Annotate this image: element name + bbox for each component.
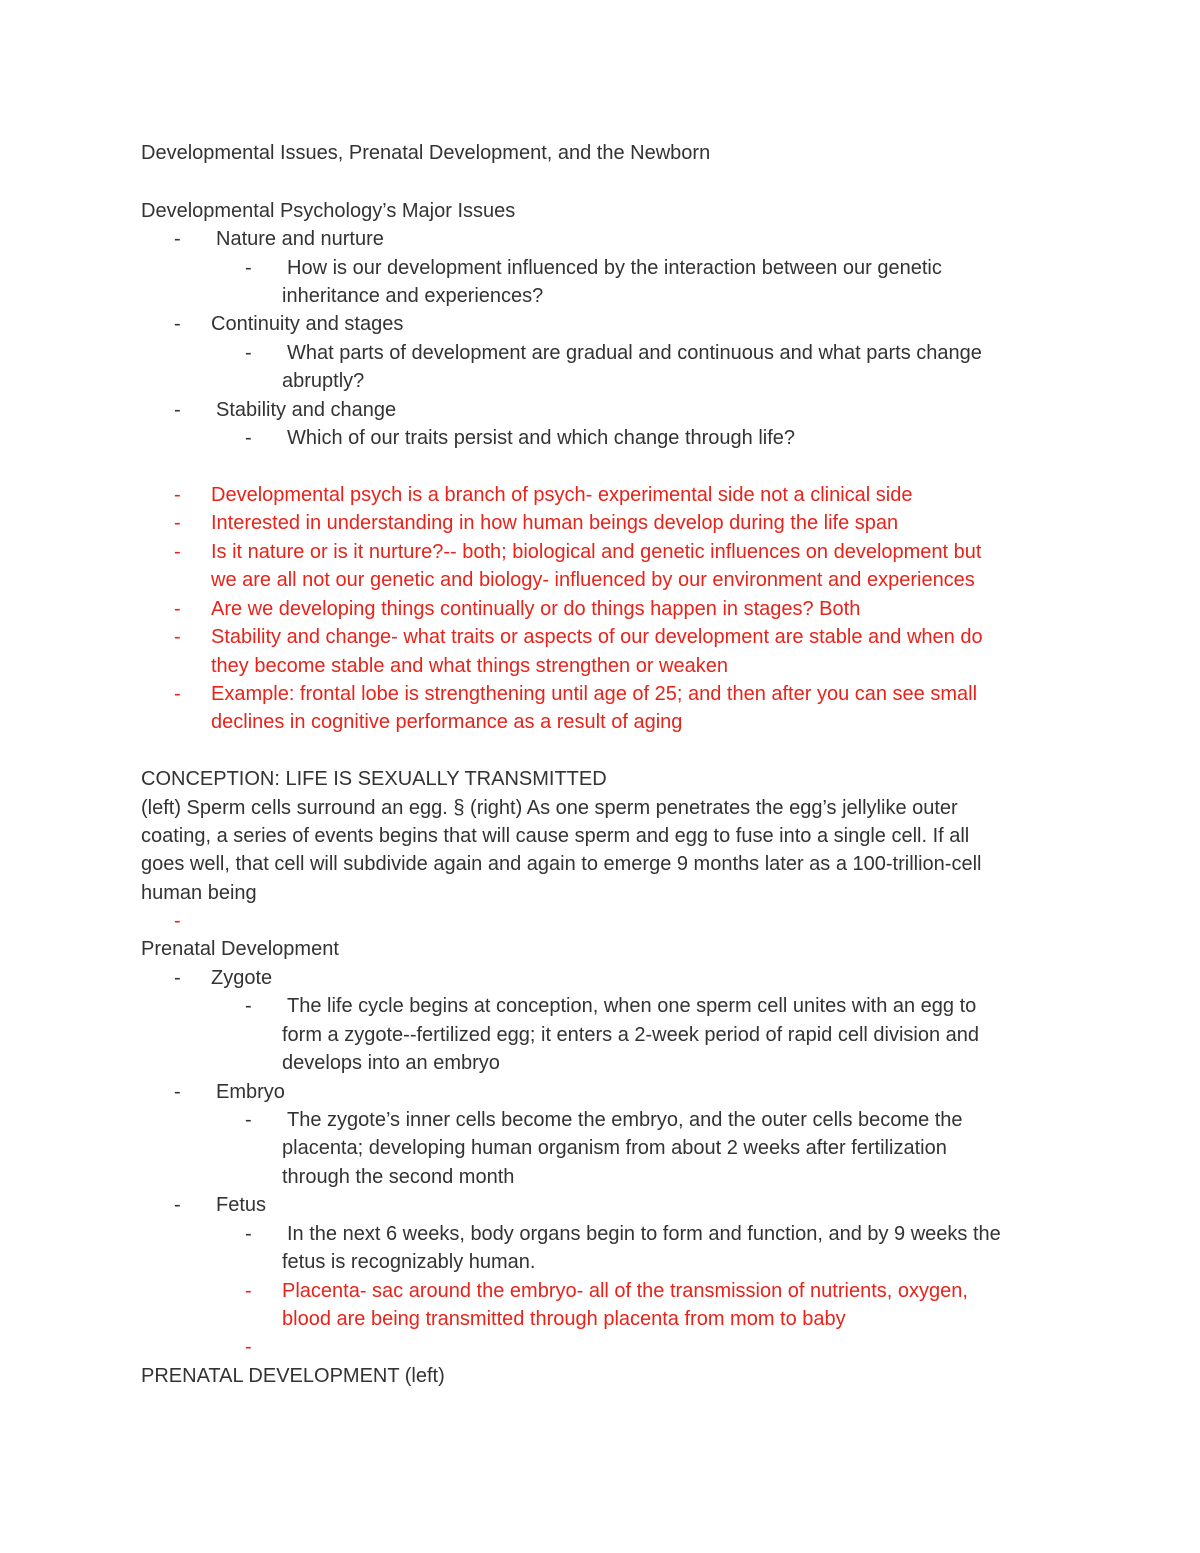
issue-stability-change: Stability and change [216, 399, 397, 421]
bullet-dash: - [174, 313, 181, 335]
bullet-dash: - [245, 1109, 252, 1131]
note-item: Stability and change- what traits or aspects of our development are stable and when do [211, 626, 983, 648]
stage-desc-cont: form a zygote--fertilized egg; it enters a 2-week period of rapid cell division and [282, 1024, 980, 1046]
bullet-dash: - [174, 598, 181, 620]
note-item: Are we developing things continually or do things happen in stages? Both [211, 598, 861, 620]
conception-text: coating, a series of events begins that will cause sperm and egg to fuse into a single cell. If all [141, 825, 970, 847]
bullet-dash: - [174, 1194, 181, 1216]
bullet-dash: - [245, 427, 252, 449]
stage-desc: In the next 6 weeks, body organs begin to form and function, and by 9 weeks the [287, 1223, 1001, 1245]
note-item-cont: they become stable and what things strengthen or weaken [211, 655, 728, 677]
prenatal-development-left-heading: PRENATAL DEVELOPMENT (left) [141, 1365, 445, 1387]
issue-continuity-stages: Continuity and stages [211, 313, 404, 335]
issue-question-cont: inheritance and experiences? [282, 285, 544, 307]
note-item: Example: frontal lobe is strengthening until age of 25; and then after you can see small [211, 683, 978, 705]
bullet-dash: - [174, 967, 181, 989]
stage-desc-cont: develops into an embryo [282, 1052, 500, 1074]
note-item: Developmental psych is a branch of psych- experimental side not a clinical side [211, 484, 913, 506]
bullet-dash: - [245, 1280, 252, 1302]
bullet-dash: - [245, 257, 252, 279]
issue-nature-nurture: Nature and nurture [216, 228, 384, 250]
bullet-dash: - [174, 683, 181, 705]
empty-bullet-dash: - [174, 910, 181, 932]
issue-question-cont: abruptly? [282, 370, 365, 392]
bullet-dash: - [174, 228, 181, 250]
prenatal-heading: Prenatal Development [141, 938, 339, 960]
stage-zygote: Zygote [211, 967, 273, 989]
placenta-note: Placenta- sac around the embryo- all of the transmission of nutrients, oxygen, [282, 1280, 968, 1302]
bullet-dash: - [245, 1223, 252, 1245]
bullet-dash: - [174, 1081, 181, 1103]
empty-bullet-dash: - [245, 1336, 252, 1358]
bullet-dash: - [174, 512, 181, 534]
stage-embryo: Embryo [216, 1081, 285, 1103]
bullet-dash: - [245, 342, 252, 364]
bullet-dash: - [245, 995, 252, 1017]
stage-desc-cont: fetus is recognizably human. [282, 1251, 536, 1273]
bullet-dash: - [174, 541, 181, 563]
issue-question: What parts of development are gradual and continuous and what parts change [287, 342, 982, 364]
bullet-dash: - [174, 399, 181, 421]
bullet-dash: - [174, 626, 181, 648]
conception-text: (left) Sperm cells surround an egg. § (right) As one sperm penetrates the egg’s jellylike outer [141, 797, 958, 819]
document-title: Developmental Issues, Prenatal Development, and the Newborn [141, 142, 711, 164]
issue-question: Which of our traits persist and which change through life? [287, 427, 796, 449]
conception-text: goes well, that cell will subdivide again and again to emerge 9 months later as a 100-trillion-cell [141, 853, 982, 875]
issue-question: How is our development influenced by the interaction between our genetic [287, 257, 942, 279]
stage-desc: The zygote’s inner cells become the embryo, and the outer cells become the [287, 1109, 963, 1131]
bullet-dash: - [174, 484, 181, 506]
stage-desc: The life cycle begins at conception, when one sperm cell unites with an egg to [287, 995, 977, 1017]
stage-desc-cont: placenta; developing human organism from about 2 weeks after fertilization [282, 1137, 947, 1159]
note-item: Is it nature or is it nurture?-- both; biological and genetic influences on development but [211, 541, 982, 563]
stage-fetus: Fetus [216, 1194, 267, 1216]
note-item: Interested in understanding in how human beings develop during the life span [211, 512, 899, 534]
stage-desc-cont: through the second month [282, 1166, 515, 1188]
conception-text: human being [141, 882, 257, 904]
placenta-note-cont: blood are being transmitted through placenta from mom to baby [282, 1308, 846, 1330]
note-item-cont: declines in cognitive performance as a result of aging [211, 711, 683, 733]
note-item-cont: we are all not our genetic and biology- influenced by our environment and experiences [211, 569, 975, 591]
section-heading-major-issues: Developmental Psychology’s Major Issues [141, 200, 516, 222]
conception-heading: CONCEPTION: LIFE IS SEXUALLY TRANSMITTED [141, 768, 607, 790]
